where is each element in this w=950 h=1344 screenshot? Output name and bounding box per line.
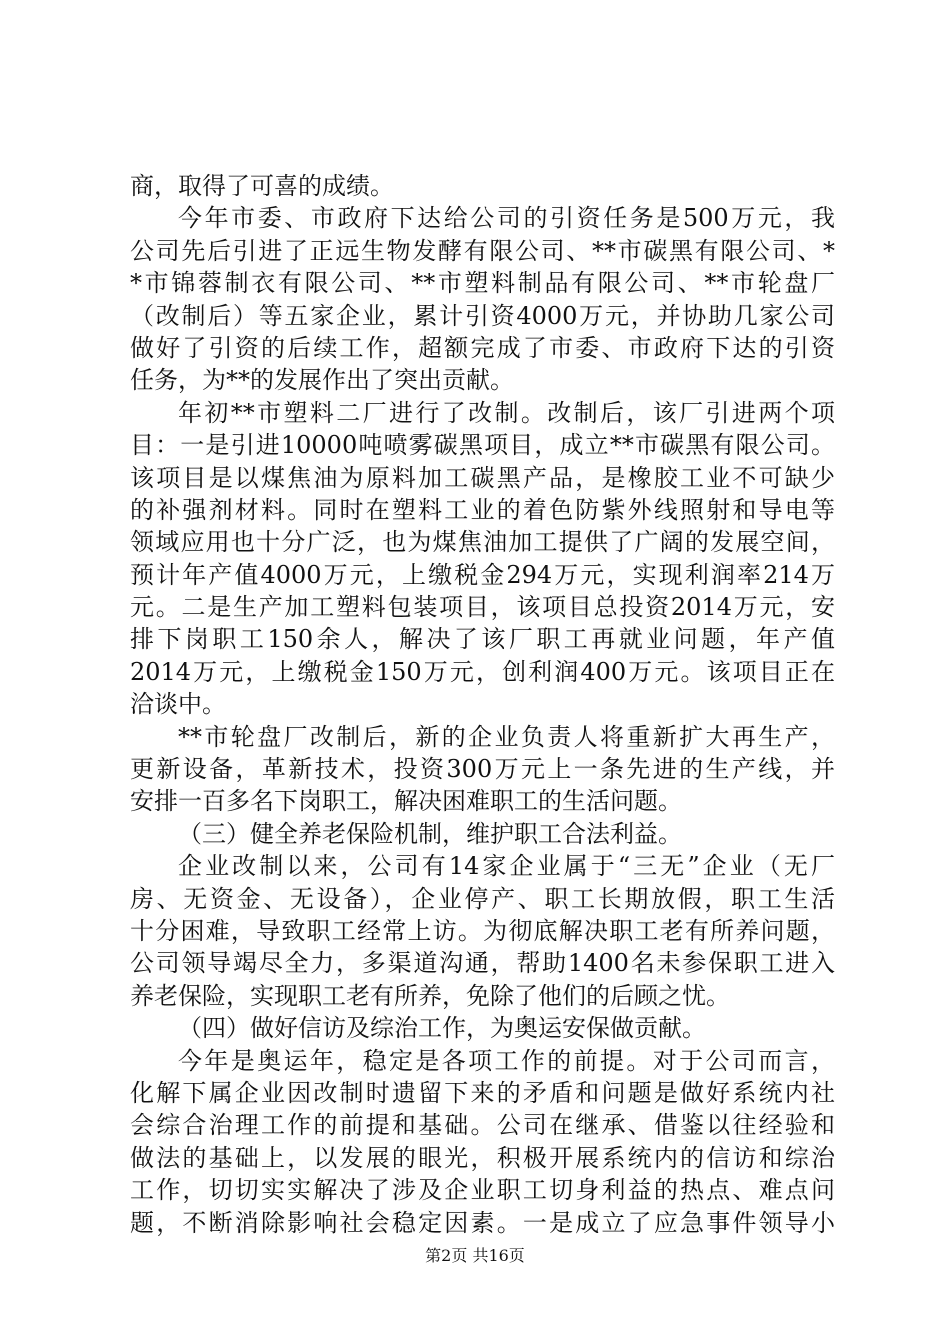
text-line: 排下岗职工150余人，解决了该厂职工再就业问题，年产值 — [130, 625, 835, 654]
text-line: 工作，切切实实解决了涉及企业职工切身利益的热点、难点问 — [130, 1176, 835, 1205]
text-line: 房、无资金、无设备），企业停产、职工长期放假，职工生活 — [130, 884, 835, 913]
text-line: 元。二是生产加工塑料包装项目，该项目总投资2014万元，安 — [130, 593, 835, 622]
text-line: 的补强剂材料。同时在塑料工业的着色防紫外线照射和导电等 — [130, 495, 835, 524]
text-line: 更新设备，革新技术，投资300万元上一条先进的生产线，并 — [130, 755, 835, 784]
text-line: 预计年产值4000万元，上缴税金294万元，实现利润率214万 — [130, 560, 835, 589]
page-footer: 第2页 共16页 — [425, 1246, 525, 1265]
text-line: 十分困难，导致职工经常上访。为彻底解决职工老有所养问题， — [130, 916, 835, 945]
text-line: 目：一是引进10000吨喷雾碳黑项目，成立**市碳黑有限公司。 — [130, 431, 835, 460]
text-line: 公司先后引进了正远生物发酵有限公司、**市碳黑有限公司、* — [130, 236, 835, 265]
text-line: 企业改制以来，公司有14家企业属于“三无”企业（无厂 — [178, 852, 835, 881]
text-line: 年初**市塑料二厂进行了改制。改制后，该厂引进两个项 — [178, 398, 835, 427]
text-line: 化解下属企业因改制时遗留下来的矛盾和问题是做好系统内社 — [130, 1078, 835, 1107]
text-line: **市轮盘厂改制后，新的企业负责人将重新扩大再生产， — [178, 722, 835, 751]
document-body — [130, 170, 835, 1239]
text-line: （三）健全养老保险机制，维护职工合法利益。 — [178, 819, 682, 848]
text-line: 今年市委、市政府下达给公司的引资任务是500万元，我 — [178, 204, 835, 233]
text-line: 今年是奥运年，稳定是各项工作的前提。对于公司而言， — [178, 1046, 835, 1075]
text-line: 做好了引资的后续工作，超额完成了市委、市政府下达的引资 — [130, 333, 835, 362]
text-line: *市锦蓉制衣有限公司、**市塑料制品有限公司、**市轮盘厂 — [130, 269, 835, 298]
text-line: 任务，为**的发展作出了突出贡献。 — [130, 366, 514, 395]
text-line: 会综合治理工作的前提和基础。公司在继承、借鉴以往经验和 — [130, 1111, 835, 1140]
text-line: 安排一百多名下岗职工，解决困难职工的生活问题。 — [130, 787, 682, 816]
text-line: 领域应用也十分广泛，也为煤焦油加工提供了广阔的发展空间， — [130, 528, 835, 557]
text-line: （四）做好信访及综治工作，为奥运安保做贡献。 — [178, 1014, 706, 1043]
text-line: 公司领导竭尽全力，多渠道沟通，帮助1400名未参保职工进入 — [130, 949, 835, 978]
text-line: 做法的基础上，以发展的眼光，积极开展系统内的信访和综治 — [130, 1143, 835, 1172]
text-line: 养老保险，实现职工老有所养，免除了他们的后顾之忧。 — [130, 981, 730, 1010]
text-line: 该项目是以煤焦油为原料加工碳黑产品，是橡胶工业不可缺少 — [130, 463, 835, 492]
text-line: （改制后）等五家企业，累计引资4000万元，并协助几家公司 — [130, 301, 835, 330]
text-line: 商，取得了可喜的成绩。 — [130, 172, 394, 200]
text-line: 2014万元，上缴税金150万元，创利润400万元。该项目正在 — [130, 657, 835, 686]
text-line: 题，不断消除影响社会稳定因素。一是成立了应急事件领导小 — [130, 1208, 835, 1237]
text-line: 洽谈中。 — [130, 690, 226, 719]
